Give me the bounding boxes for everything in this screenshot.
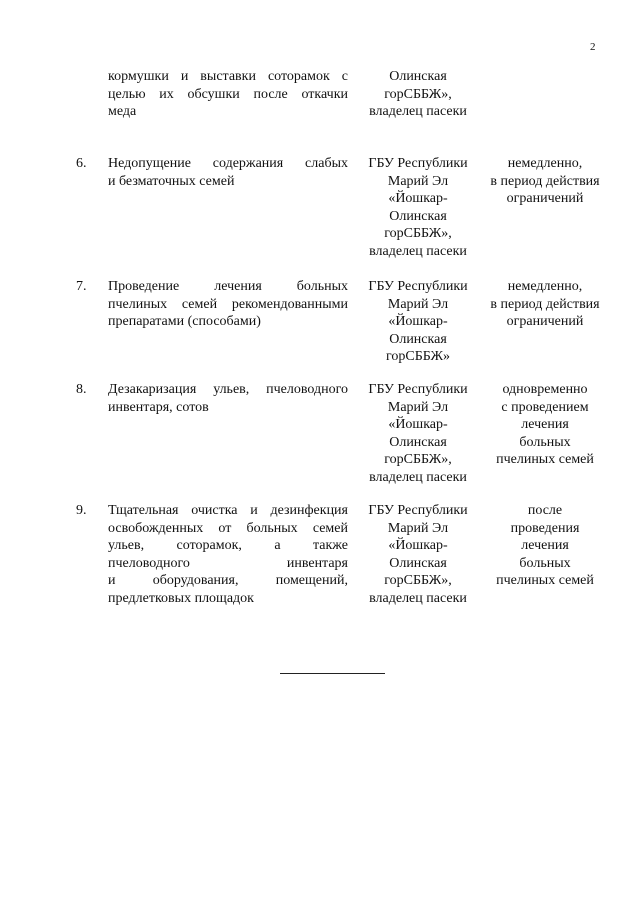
row-number: 7. <box>76 279 87 294</box>
responsible-party <box>360 155 476 260</box>
description-line: инвентаря, сотов <box>108 399 209 415</box>
deadline-line: с проведением <box>501 399 589 415</box>
responsible-party <box>360 278 476 366</box>
row-number: 6. <box>76 156 87 171</box>
description-line: целью их обсушки после откачки <box>108 86 348 102</box>
responsible-line: горСББЖ» <box>385 349 450 364</box>
description-line: Тщательная очистка и дезинфекция <box>108 503 348 518</box>
deadline-line: пчелиных семей <box>496 573 594 588</box>
responsible-line: Олинская <box>389 69 447 84</box>
responsible-line: владелец пасеки <box>369 243 467 259</box>
description-line: кормушки и выставки соторамок с <box>108 69 348 84</box>
deadline <box>485 278 605 331</box>
description-line: и оборудования, помещений, <box>108 573 348 588</box>
responsible-line: владелец пасеки <box>369 590 467 606</box>
responsible-line: горСББЖ», <box>384 226 452 241</box>
row-number: 9. <box>76 503 87 518</box>
description-line: меда <box>108 104 137 119</box>
responsible-line: Олинская <box>389 331 447 347</box>
deadline-line: больных <box>519 434 571 450</box>
description-line: ульев, соторамок, а также <box>108 538 348 553</box>
responsible-line: Олинская <box>389 434 447 450</box>
row-number: 8. <box>76 382 87 397</box>
deadline-line: в период действия <box>490 296 600 312</box>
responsible-line: горСББЖ», <box>384 86 452 102</box>
page-number: 2 <box>590 41 596 53</box>
measure-description <box>108 502 348 607</box>
description-line: и безматочных семей <box>108 173 235 189</box>
responsible-line: горСББЖ», <box>384 573 452 588</box>
responsible-party <box>360 68 476 121</box>
deadline <box>485 155 605 208</box>
responsible-line: Марий Эл <box>387 173 449 189</box>
end-of-document-rule <box>280 673 385 674</box>
responsible-line: ГБУ Республики <box>368 156 468 171</box>
measure-description <box>108 381 348 416</box>
deadline <box>485 502 605 590</box>
responsible-line: «Йошкар- <box>388 417 448 432</box>
description-line: Дезакаризация ульев, пчеловодного <box>108 382 348 397</box>
responsible-line: «Йошкар- <box>388 314 448 329</box>
responsible-line: Марий Эл <box>387 296 449 312</box>
measure-description <box>108 155 348 190</box>
deadline-line: лечения <box>521 538 569 553</box>
description-line: Недопущение содержания слабых <box>108 156 348 171</box>
responsible-party <box>360 381 476 486</box>
responsible-line: Олинская <box>389 208 447 224</box>
deadline-line: немедленно, <box>507 156 583 171</box>
responsible-party <box>360 502 476 607</box>
deadline-line: ограничений <box>506 191 584 206</box>
responsible-line: владелец пасеки <box>369 104 467 119</box>
responsible-line: «Йошкар- <box>388 191 448 206</box>
description-line: освобожденных от больных семей <box>108 520 348 536</box>
deadline-line: проведения <box>510 520 580 536</box>
responsible-line: ГБУ Республики <box>368 279 468 294</box>
responsible-line: Марий Эл <box>387 520 449 536</box>
deadline <box>485 381 605 469</box>
responsible-line: ГБУ Республики <box>368 503 468 518</box>
responsible-line: ГБУ Республики <box>368 382 468 397</box>
responsible-line: «Йошкар- <box>388 538 448 553</box>
responsible-line: Марий Эл <box>387 399 449 415</box>
description-line: пчелиных семей рекомендованными <box>108 296 348 312</box>
responsible-line: владелец пасеки <box>369 469 467 485</box>
deadline-line: одновременно <box>502 382 588 397</box>
deadline-line: после <box>527 503 563 518</box>
responsible-line: горСББЖ», <box>384 452 452 467</box>
deadline-line: больных <box>519 555 571 571</box>
deadline-line: немедленно, <box>507 279 583 294</box>
deadline-line: пчелиных семей <box>496 452 594 467</box>
deadline-line: в период действия <box>490 173 600 189</box>
measure-description <box>108 278 348 331</box>
description-line: пчеловодного инвентаря <box>108 555 348 571</box>
description-line: Проведение лечения больных <box>108 279 348 294</box>
deadline-line: ограничений <box>506 314 584 329</box>
responsible-line: Олинская <box>389 555 447 571</box>
deadline-line: лечения <box>521 417 569 432</box>
description-line: препаратами (способами) <box>108 314 261 329</box>
measure-description <box>108 68 348 121</box>
description-line: предлетковых площадок <box>108 590 254 606</box>
